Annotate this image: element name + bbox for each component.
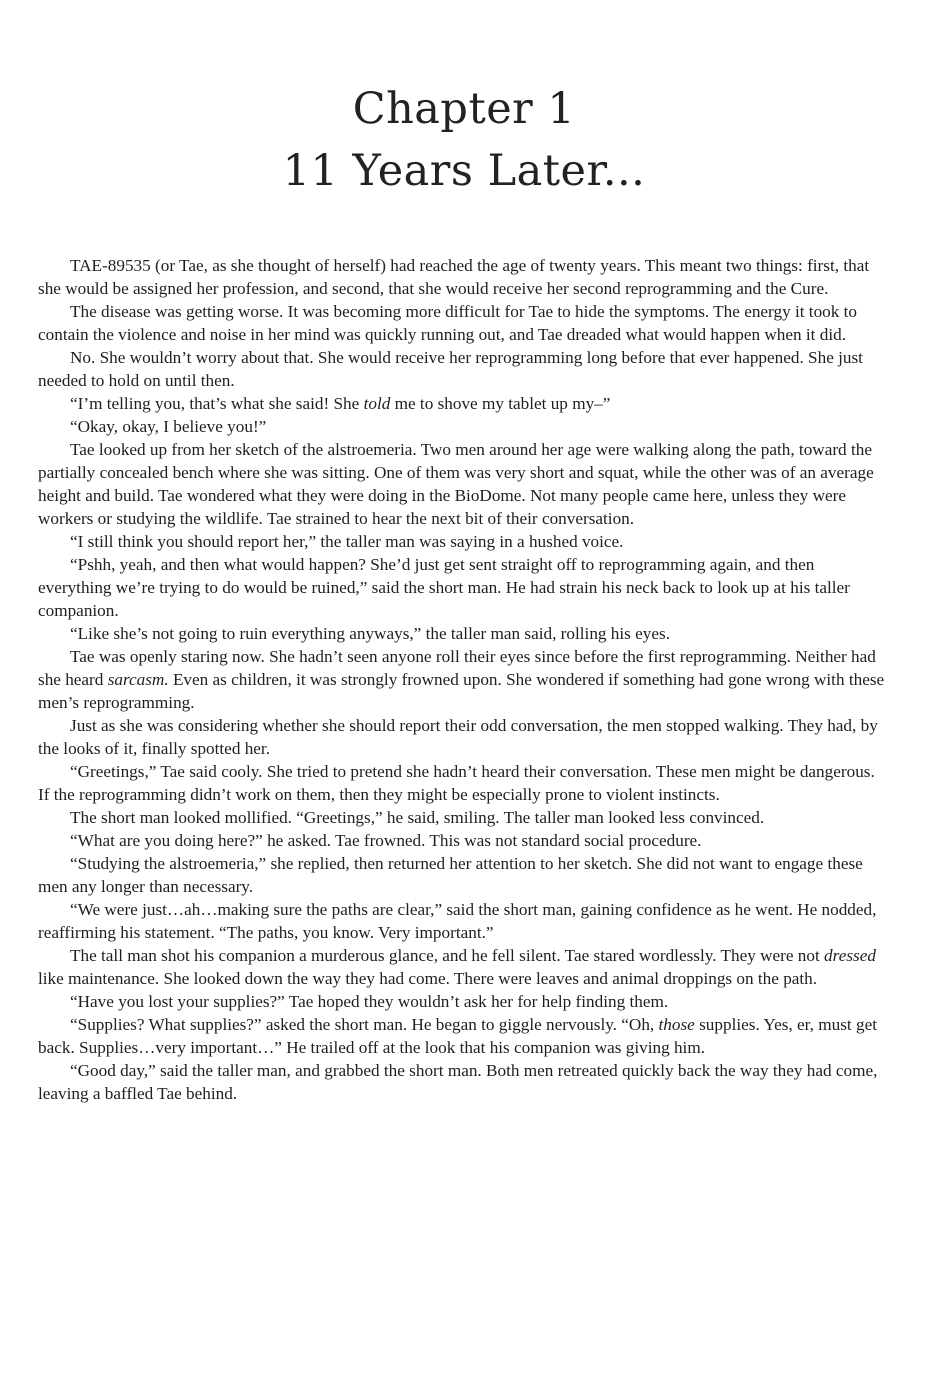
italic-text: dressed	[824, 946, 876, 965]
text-segment: “I’m telling you, that’s what she said! She	[70, 394, 364, 413]
paragraph	[38, 852, 890, 898]
paragraph	[38, 392, 890, 415]
chapter-body	[38, 254, 890, 1105]
paragraph	[38, 254, 890, 300]
text-segment: “We were just…ah…making sure the paths are clear,” said the short man, gaining confidence as he went. He nodded, reaffirming his statement. “The paths, you know. Very important.”	[38, 900, 877, 942]
chapter-title: Chapter 1	[352, 84, 576, 134]
text-segment: supplies. Yes, er, must get back. Supplies…very important…” He trailed off at the look that his companion was giving him.	[38, 1015, 877, 1057]
text-segment: “What are you doing here?” he asked. Tae frowned. This was not standard social procedure.	[70, 831, 702, 850]
paragraph	[38, 898, 890, 944]
paragraph	[38, 760, 890, 806]
text-segment: Tae looked up from her sketch of the alstroemeria. Two men around her age were walking along the path, toward the partially concealed bench where she was sitting. One of them was very short and squat, while the other was of an average height and build. Tae wondered what they were doing in the BioDome. Not many people came here, unless they were workers or studying the wildlife. Tae strained to hear the next bit of their conversation.	[38, 440, 874, 528]
paragraph	[38, 829, 890, 852]
text-segment: like maintenance. She looked down the way they had come. There were leaves and animal droppings on the path.	[38, 969, 818, 988]
paragraph	[38, 944, 890, 990]
text-segment: The short man looked mollified. “Greetings,” he said, smiling. The taller man looked less convinced.	[70, 808, 765, 827]
italic-text: those	[658, 1015, 695, 1034]
italic-text: sarcasm.	[107, 670, 169, 689]
text-segment: “Have you lost your supplies?” Tae hoped they wouldn’t ask her for help finding them.	[70, 992, 669, 1011]
paragraph	[38, 300, 890, 346]
italic-text: told	[363, 394, 391, 413]
text-segment: “Studying the alstroemeria,” she replied, then returned her attention to her sketch. She did not want to engage these men any longer than necessary.	[38, 854, 863, 896]
paragraph	[38, 714, 890, 760]
paragraph	[38, 1059, 890, 1105]
text-segment: “Like she’s not going to ruin everything anyways,” the taller man said, rolling his eyes.	[70, 624, 670, 643]
text-segment: No. She wouldn’t worry about that. She would receive her reprogramming long before that ever happened. She just needed to hold on until then.	[38, 348, 863, 390]
paragraph	[38, 645, 890, 714]
text-segment: The disease was getting worse. It was becoming more difficult for Tae to hide the symptoms. The energy it took to contain the violence and noise in her mind was quickly running out, and Tae dreaded what would happen when it did.	[38, 302, 858, 344]
text-segment: me to shove my tablet up my–”	[390, 394, 611, 413]
text-segment: “Okay, okay, I believe you!”	[70, 417, 267, 436]
text-segment: Tae was openly staring now. She hadn’t seen anyone roll their eyes since before the first reprogramming. Neither had she heard	[38, 647, 876, 689]
text-segment: The tall man shot his companion a murderous glance, and he fell silent. Tae stared wordlessly. They were not	[70, 946, 825, 965]
paragraph	[38, 622, 890, 645]
text-segment: TAE-89535 (or Tae, as she thought of herself) had reached the age of twenty years. This meant two things: first, that she would be assigned her profession, and second, that she would receive her second reprogramming and the Cure.	[38, 256, 870, 298]
paragraph	[38, 530, 890, 553]
text-segment: “I still think you should report her,” the taller man was saying in a hushed voice.	[70, 532, 624, 551]
text-segment: “Good day,” said the taller man, and grabbed the short man. Both men retreated quickly back the way they had come, leaving a baffled Tae behind.	[38, 1061, 878, 1103]
paragraph	[38, 553, 890, 622]
paragraph	[38, 438, 890, 530]
text-segment: Even as children, it was strongly frowned upon. She wondered if something had gone wrong with these men’s reprogramming.	[38, 670, 885, 712]
paragraph	[38, 990, 890, 1013]
paragraph	[38, 1013, 890, 1059]
paragraph	[38, 806, 890, 829]
text-segment: “Pshh, yeah, and then what would happen? She’d just get sent straight off to reprogramming again, and then everything we’re trying to do would be ruined,” said the short man. He had strain his neck back to look up at his taller companion.	[38, 555, 850, 620]
paragraph	[38, 346, 890, 392]
chapter-subtitle: 11 Years Later...	[282, 146, 646, 196]
text-segment: “Supplies? What supplies?” asked the short man. He began to giggle nervously. “Oh,	[70, 1015, 659, 1034]
text-segment: Just as she was considering whether she should report their odd conversation, the men stopped walking. They had, by the looks of it, finally spotted her.	[38, 716, 878, 758]
paragraph	[38, 415, 890, 438]
chapter-heading	[38, 78, 890, 202]
text-segment: “Greetings,” Tae said cooly. She tried to pretend she hadn’t heard their conversation. These men might be dangerous. If the reprogramming didn’t work on them, then they might be especially prone to violent instincts.	[38, 762, 875, 804]
